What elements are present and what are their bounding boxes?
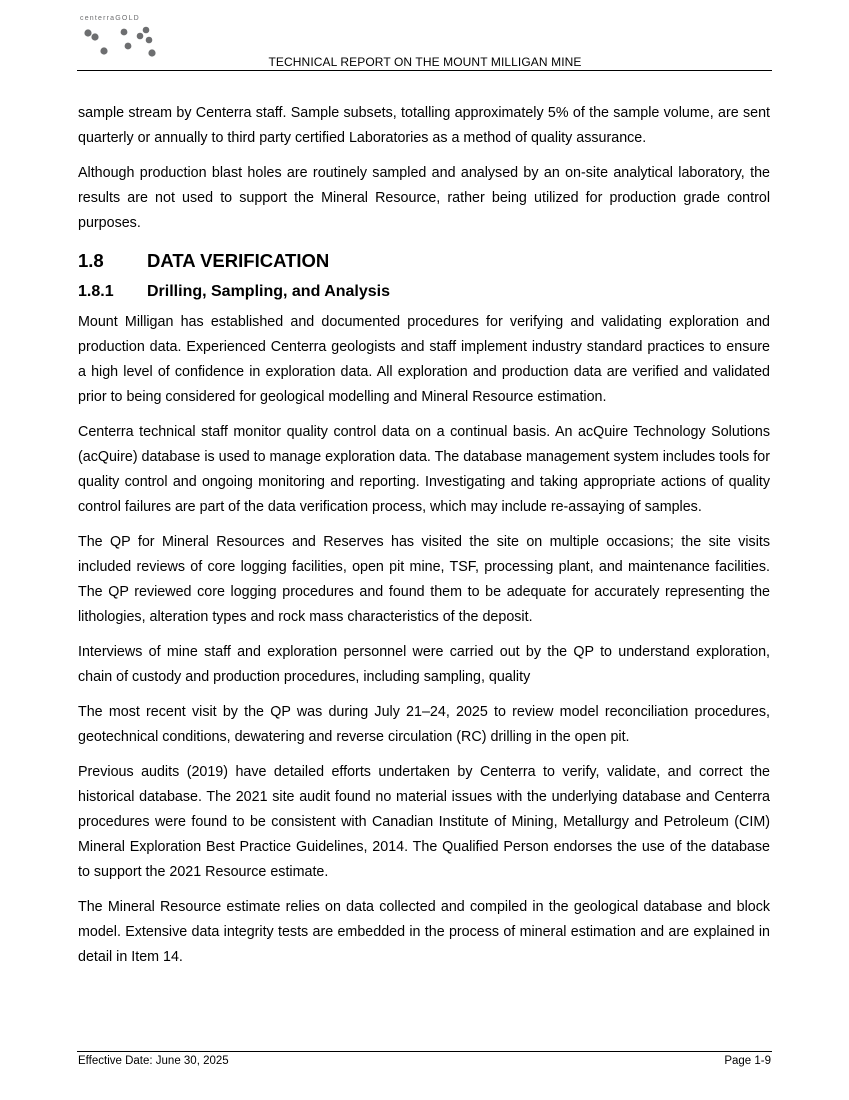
paragraph: sample stream by Centerra staff. Sample subsets, totalling approximately 5% of the sample volume, are sent quarterly or annually to third party certified Laboratories as a method of quality assurance. [78,105,770,146]
paragraph: The most recent visit by the QP was during July 21–24, 2025 to review model reconciliation procedures, geotechnical conditions, dewatering and reverse circulation (RC) drilling in the open pit. [78,704,770,745]
subsection-number: 1.8.1 [78,283,114,300]
paragraph: Centerra technical staff monitor quality control data on a continual basis. An acQuire Technology Solutions (acQuire) database is used to manage exploration data. The database management system includes tools for quality control and ongoing monitoring and reporting. Investigating and taking appropriate actions of quality control failures are part of the data verification process, which may include re-assaying of samples. [78,424,770,515]
subsection-heading [78,280,770,304]
page-number: Page 1-9 [724,1055,771,1067]
paragraph: Interviews of mine staff and exploration personnel were carried out by the QP to understand exploration, chain of custody and production procedures, including sampling, quality [78,644,770,685]
header-divider [77,70,772,71]
paragraph: Mount Milligan has established and documented procedures for verifying and validating exploration and production data. Experienced Centerra geologists and staff implement industry standard practices to ensure a high level of confidence in exploration data. All exploration and production data are verified and validated prior to being considered for geological modelling and Mineral Resource estimation. [78,314,770,405]
logo-wordmark: centerraGOLD [80,15,140,22]
effective-date: Effective Date: June 30, 2025 [78,1055,229,1067]
paragraph: Although production blast holes are routinely sampled and analysed by an on-site analytical laboratory, the results are not used to support the Mineral Resource, rather being utilized for production grade control purposes. [78,165,770,231]
paragraph: Previous audits (2019) have detailed efforts undertaken by Centerra to verify, validate, and correct the historical database. The 2021 site audit found no material issues with the underlying database and Centerra procedures were found to be consistent with Canadian Institute of Mining, Metallurgy and Petroleum (CIM) Mineral Exploration Best Practice Guidelines, 2014. The Qualified Person endorses the use of the database to support the 2021 Resource estimate. [78,764,770,880]
subsection-title: Drilling, Sampling, and Analysis [147,283,391,300]
paragraph: The QP for Mineral Resources and Reserves has visited the site on multiple occasions; the site visits included reviews of core logging facilities, open pit mine, TSF, processing plant, and maintenance facilities. The QP reviewed core logging procedures and found them to be adequate for accurately representing the lithologies, alteration types and rock mass characteristics of the deposit. [78,534,770,625]
section-title: DATA VERIFICATION [147,250,330,271]
footer-divider [77,1051,772,1052]
section-heading [78,246,770,276]
page-body [78,101,770,980]
section-number: 1.8 [78,250,104,271]
paragraph: The Mineral Resource estimate relies on data collected and compiled in the geological database and block model. Extensive data integrity tests are embedded in the process of mineral estimation and are explained in detail in Item 14. [78,899,770,965]
report-header-title: TECHNICAL REPORT ON THE MOUNT MILLIGAN MINE [268,55,582,69]
